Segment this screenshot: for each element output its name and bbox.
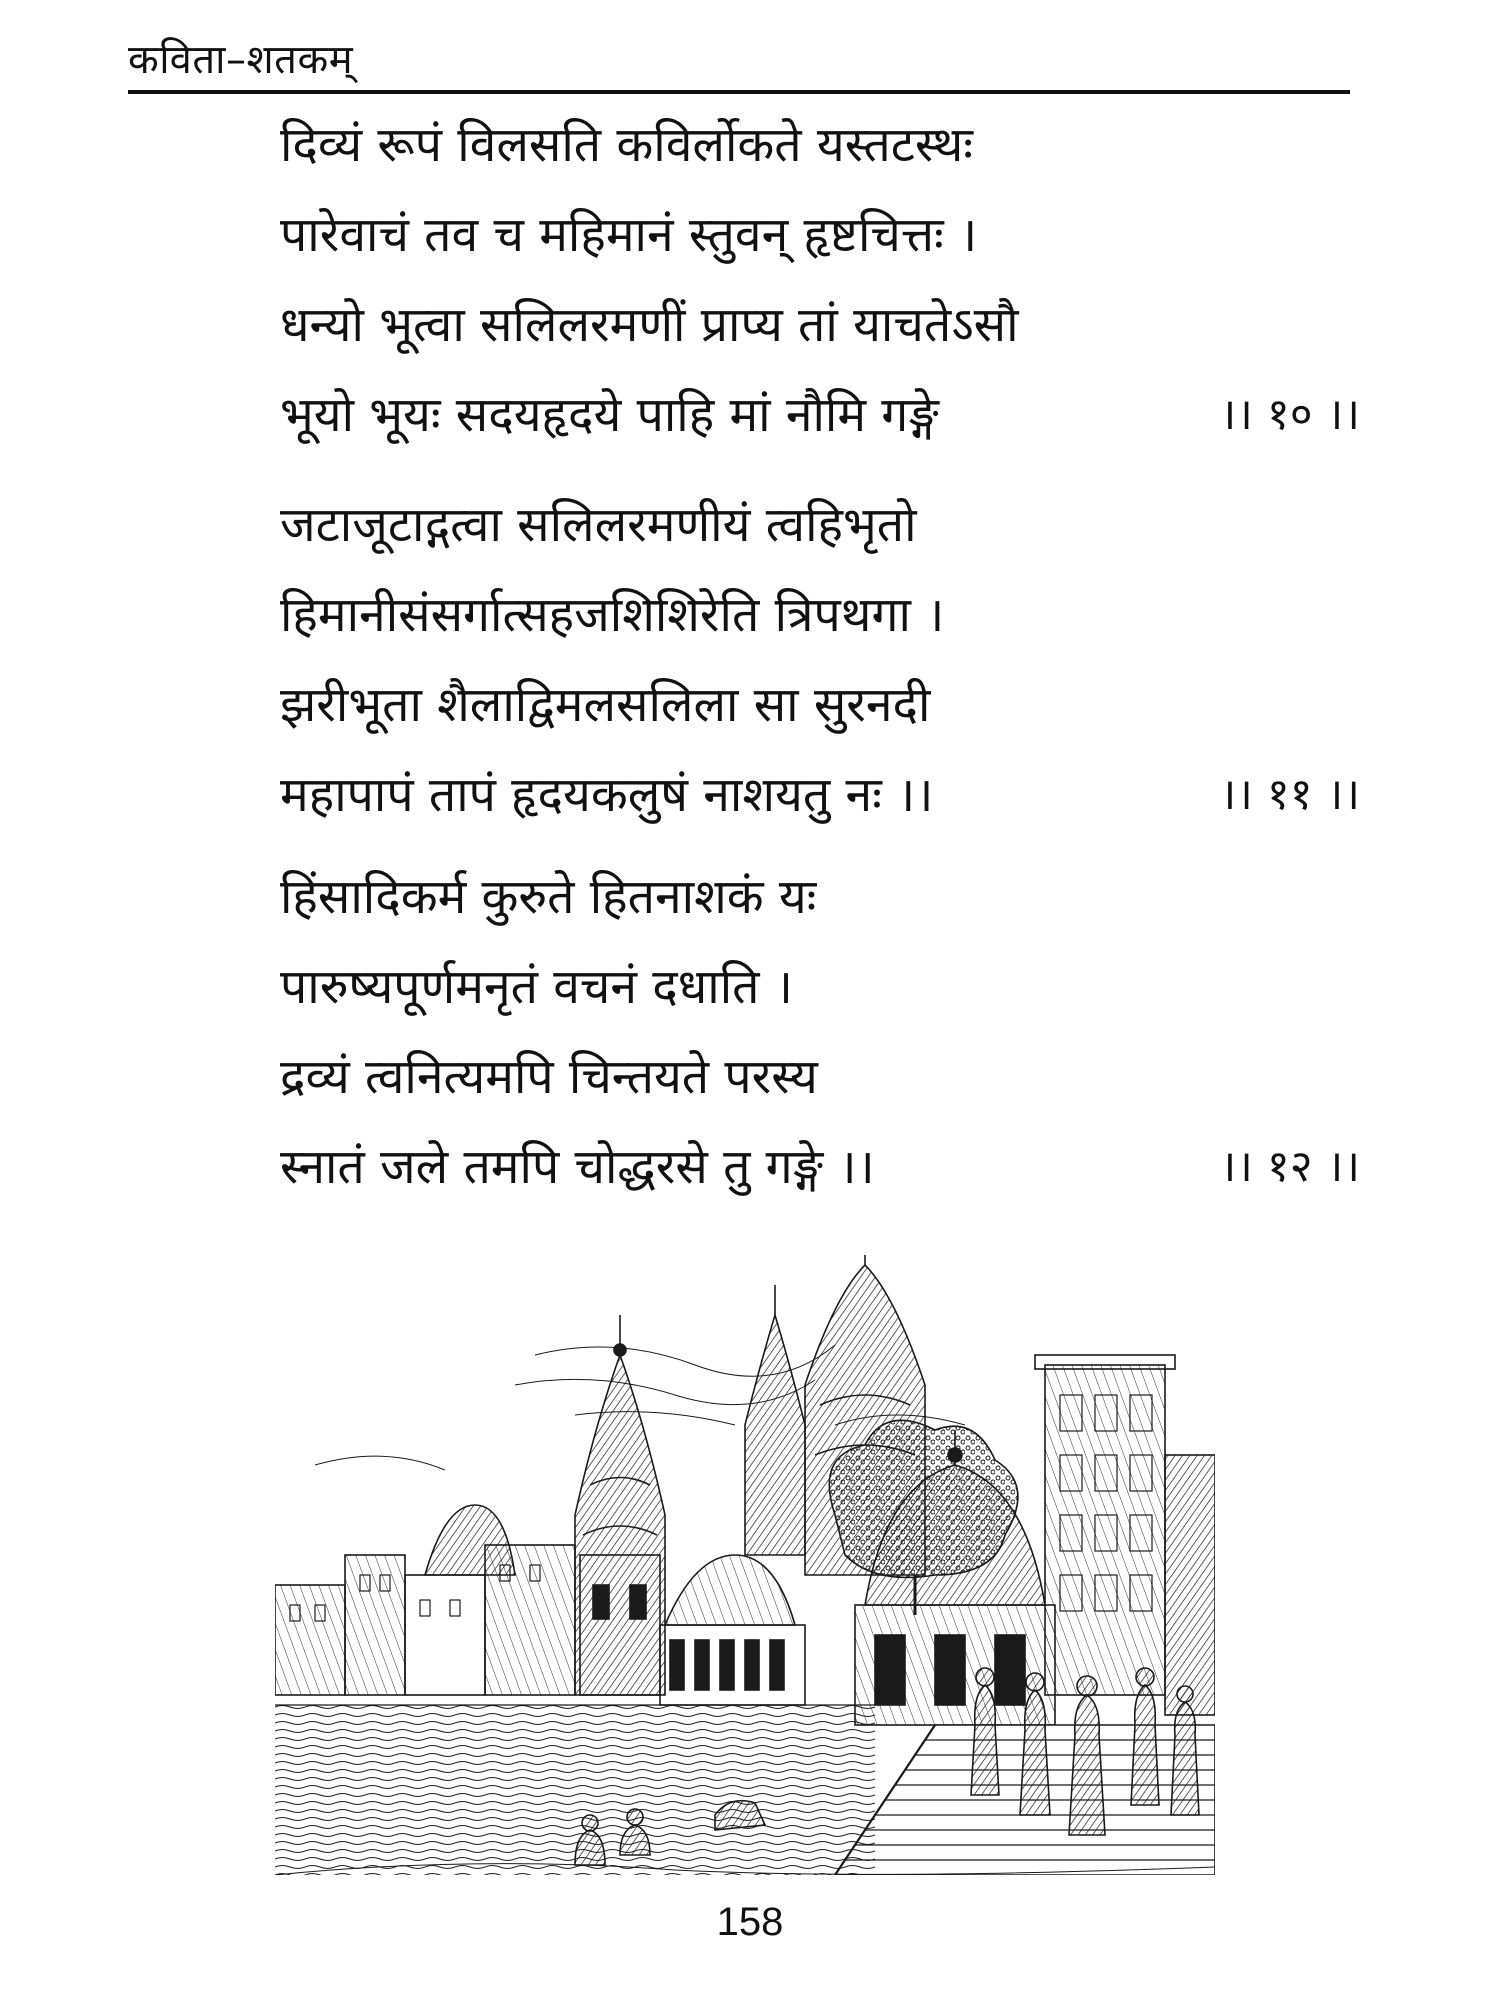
distant-buildings-left [275, 1505, 575, 1695]
stanza-12 [280, 852, 1360, 1212]
verse-line: पारुष्यपूर्णमनृतं वचनं दधाति । [280, 959, 793, 1015]
building-right [1035, 1355, 1215, 1715]
verse-number: ।। १२ ।। [1219, 1141, 1360, 1192]
verse-line-last [280, 1122, 1360, 1212]
ghat-temples-illustration [275, 1255, 1215, 1875]
verse-number: ।। १० ।। [1219, 389, 1360, 440]
running-title: कविता–शतकम् [128, 37, 354, 83]
verse-text: स्नातं जले तमपि चोद्धरसे तु गङ्गे ।। [280, 1139, 875, 1195]
verse-line: धन्यो भूत्वा सलिलरमणीं प्राप्य तां याचतेऽसौ [280, 297, 1019, 353]
verse-line: द्रव्यं त्वनित्यमपि चिन्तयते परस्य [280, 1049, 818, 1105]
river-water [275, 1705, 875, 1875]
verse-line: पारेवाचं तव च महिमानं स्तुवन् हृष्टचित्तः । [280, 207, 978, 263]
stanza-10 [280, 100, 1360, 460]
page-number: 158 [716, 1900, 784, 1944]
verse-line: झरीभूता शैलाद्विमलसलिला सा सुरनदी [280, 677, 931, 733]
verse-line: हिंसादिकर्म कुरुते हितनाशकं यः [280, 869, 817, 925]
verse-line: जटाजूटाद्गत्वा सलिलरमणीयं त्वहिभृतो [280, 497, 917, 553]
verse-line-last [280, 750, 1360, 840]
domed-pavilion [660, 1555, 805, 1705]
ink-drawing [275, 1255, 1215, 1875]
verse-line-last [280, 370, 1360, 460]
verse-number: ।। ११ ।। [1219, 769, 1360, 820]
verse-line: दिव्यं रूपं विलसति कविर्लोकते यस्तटस्थः [280, 117, 974, 173]
verse-text: महापापं तापं हृदयकलुषं नाशयतु नः ।। [280, 767, 934, 823]
verse-line: हिमानीसंसर्गात्सहजशिशिरेति त्रिपथगा । [280, 587, 945, 643]
verse-text: भूयो भूयः सदयहृदये पाहि मां नौमि गङ्गे [280, 387, 939, 443]
stanza-11 [280, 480, 1360, 840]
temple-shikhara-left [575, 1315, 665, 1695]
header-rule [128, 90, 1350, 94]
